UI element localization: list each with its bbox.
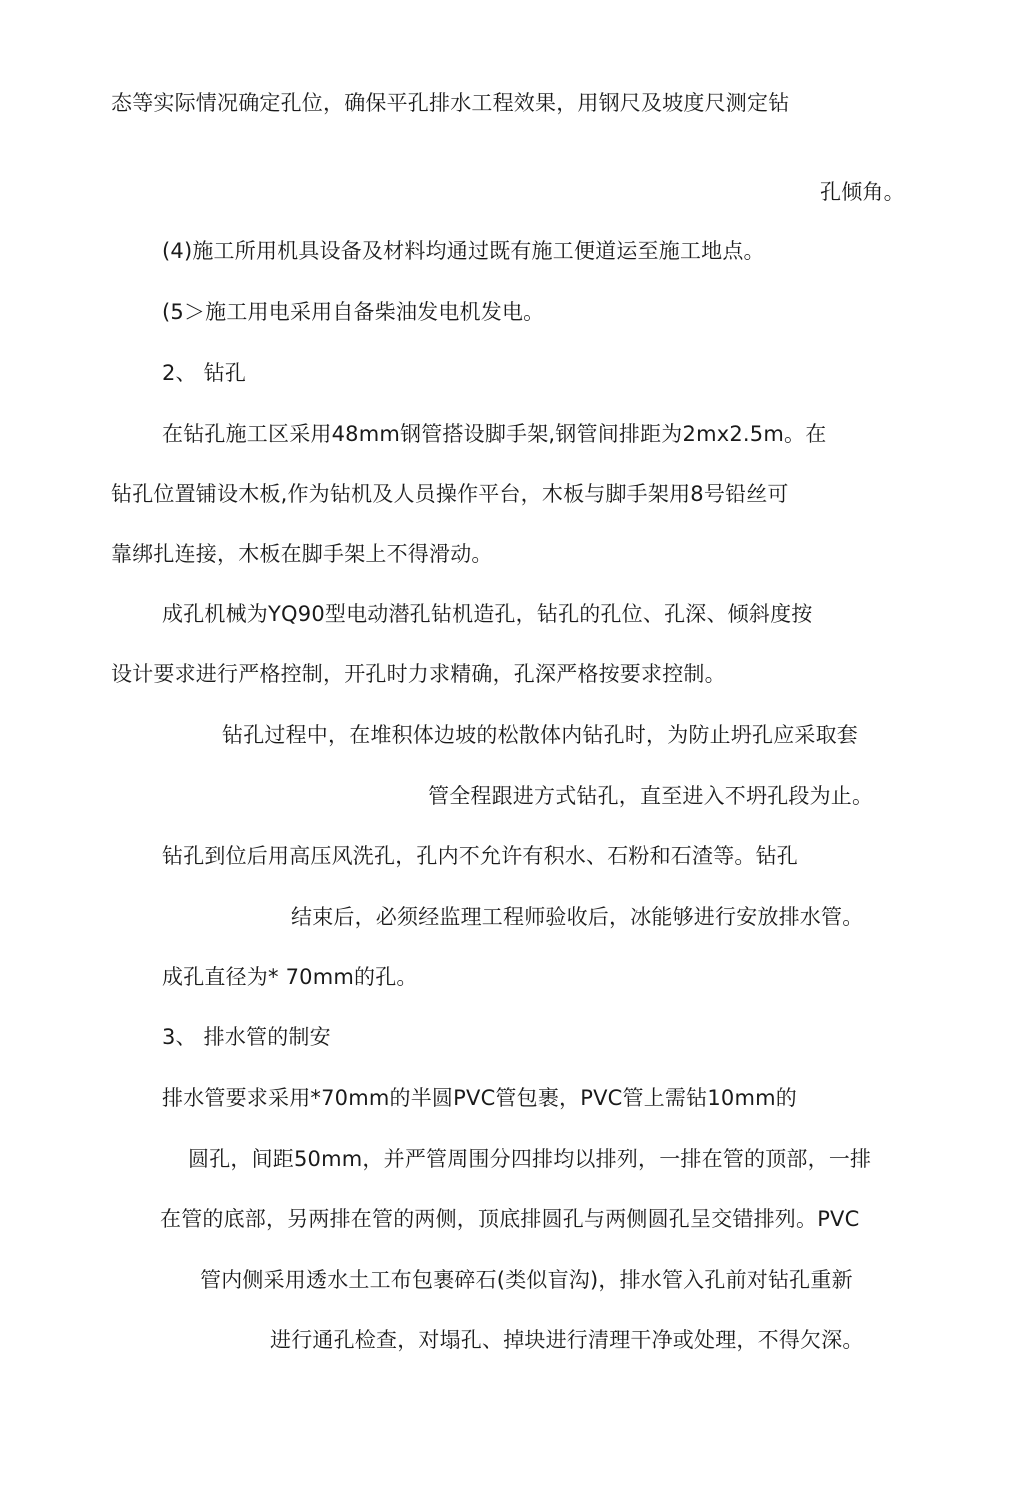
text-line: 孔倾角。 [820, 180, 905, 204]
text-line: 成孔直径为* 70mm的孔。 [162, 965, 418, 989]
text-line: 在管的底部，另两排在管的两侧，顶底排圆孔与两侧圆孔呈交错排列。PVC [160, 1207, 860, 1231]
text-line: 态等实际情况确定孔位，确保平孔排水工程效果，用钢尺及坡度尺测定钻 [111, 91, 790, 115]
text-line: 结束后，必须经监理工程师验收后，冰能够进行安放排水管。 [291, 905, 864, 929]
text-line: 成孔机械为YQ90型电动潜孔钻机造孔，钻孔的孔位、孔深、倾斜度按 [162, 602, 813, 626]
text-line: 进行通孔检查，对塌孔、掉块进行清理干净或处理，不得欠深。 [270, 1328, 864, 1352]
text-line: 管内侧采用透水土工布包裹碎石(类似盲沟)，排水管入孔前对钻孔重新 [200, 1268, 853, 1292]
text-line: 靠绑扎连接，木板在脚手架上不得滑动。 [111, 542, 493, 566]
section-heading: 3、 排水管的制安 [162, 1025, 331, 1049]
text-line: 在钻孔施工区采用48mm钢管搭设脚手架,钢管间排距为2mx2.5m。在 [162, 422, 827, 446]
text-line: 管全程跟进方式钻孔，直至进入不坍孔段为止。 [428, 784, 874, 808]
text-line: (4)施工所用机具设备及材料均通过既有施工便道运至施工地点。 [162, 239, 765, 263]
text-line: 钻孔位置铺设木板,作为钻机及人员操作平台，木板与脚手架用8号铅丝可 [111, 482, 789, 506]
text-line: 排水管要求采用*70mm的半圆PVC管包裹，PVC管上需钻10mm的 [162, 1086, 797, 1110]
text-line: 钻孔过程中，在堆积体边坡的松散体内钻孔时，为防止坍孔应采取套 [222, 723, 858, 747]
text-line: 圆孔，间距50mm，并严管周围分四排均以排列，一排在管的顶部，一排 [188, 1147, 872, 1171]
section-heading: 2、 钻孔 [162, 361, 247, 385]
text-line: 钻孔到位后用高压风洗孔，孔内不允许有积水、石粉和石渣等。钻孔 [162, 844, 798, 868]
text-line: 设计要求进行严格控制，开孔时力求精确，孔深严格按要求控制。 [111, 662, 726, 686]
text-line: (5＞施工用电采用自备柴油发电机发电。 [162, 300, 545, 324]
